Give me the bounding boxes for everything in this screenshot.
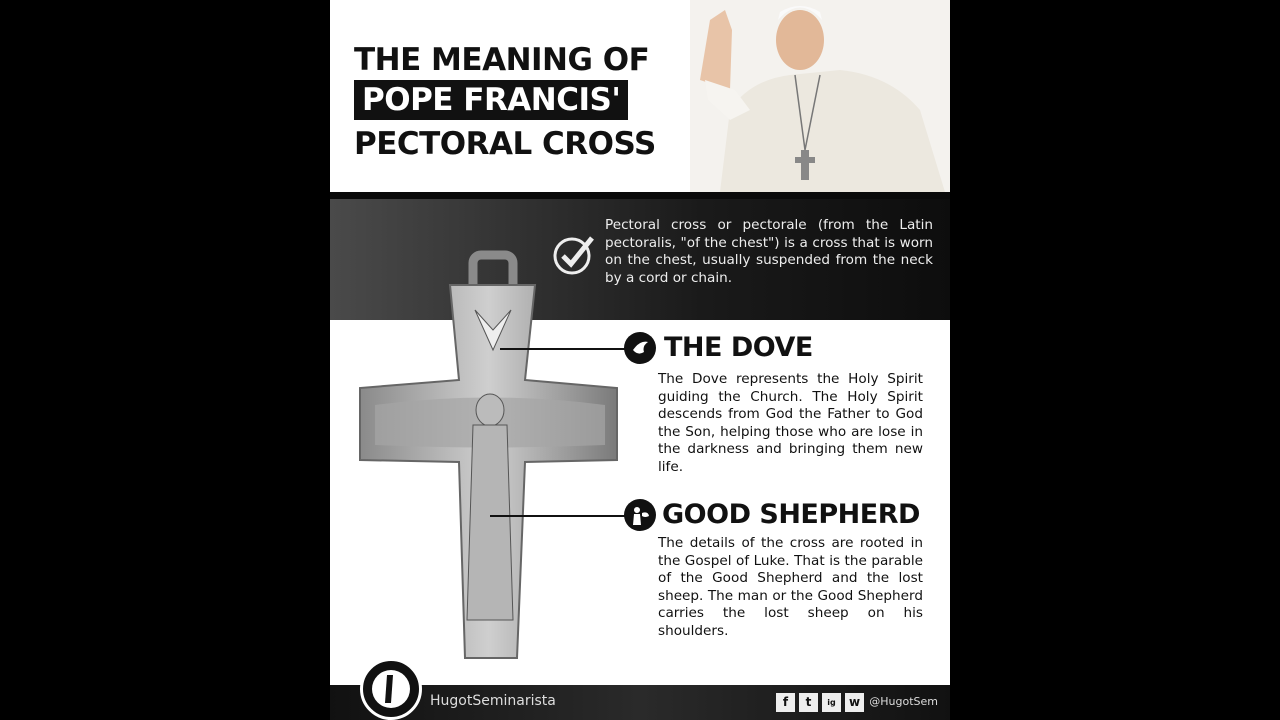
title-line-1: THE MEANING OF <box>354 42 650 78</box>
title-line-3: PECTORAL CROSS <box>354 126 656 162</box>
footer <box>330 685 950 720</box>
pectoral-cross-image <box>355 250 625 670</box>
shepherd-title: GOOD SHEPHERD <box>662 499 920 530</box>
twitter-icon[interactable]: t <box>799 693 818 712</box>
brand-name: HugotSeminarista <box>430 693 556 709</box>
facebook-icon[interactable]: f <box>776 693 795 712</box>
intro-text: Pectoral cross or pectorale (from the Latin pectoralis, "of the chest") is a cross that is worn on the chest, usually suspended from the neck by a cord or chain. <box>605 217 933 286</box>
instagram-icon[interactable]: ig <box>822 693 841 712</box>
wattpad-icon[interactable]: w <box>845 693 864 712</box>
shepherd-pointer-line <box>490 515 628 517</box>
social-handle: @HugotSem <box>869 695 938 708</box>
shepherd-text: The details of the cross are rooted in the Gospel of Luke. That is the parable of the Good Shepherd and the lost sheep. The man or the Good Shepherd carries the lost sheep on his shoulders. <box>658 535 923 639</box>
dove-title: THE DOVE <box>664 332 813 363</box>
hugotseminarista-logo <box>360 658 422 720</box>
dove-icon <box>624 332 656 364</box>
shepherd-icon <box>624 499 656 531</box>
dove-pointer-line <box>500 348 630 350</box>
title-line-2: POPE FRANCIS' <box>354 80 628 120</box>
header <box>330 0 950 192</box>
pope-photo <box>690 0 950 192</box>
dove-text: The Dove represents the Holy Spirit guiding the Church. The Holy Spirit descends from God the Father to God the Son, helping those who are lose in the darkness and bringing them new life. <box>658 371 923 475</box>
infographic <box>330 0 950 720</box>
